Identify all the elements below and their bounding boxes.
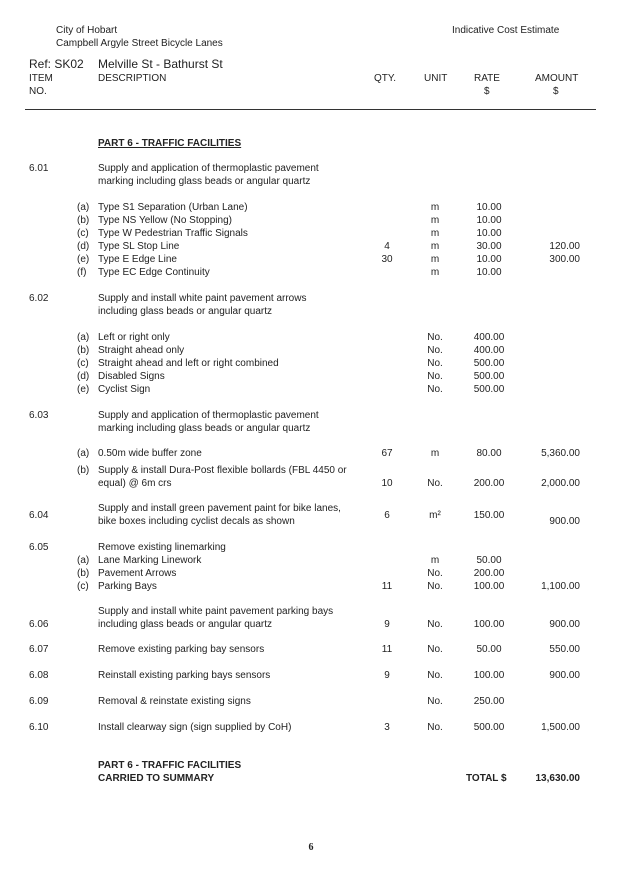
row-desc: Supply and install white paint pavement parking bays: [98, 606, 334, 617]
row-qty: 30: [381, 254, 393, 265]
col-item-header: ITEM: [29, 73, 53, 84]
row-desc: Supply and application of thermoplastic pavement: [98, 410, 319, 421]
row-unit: No.: [427, 332, 443, 343]
row-sub: (c): [77, 581, 89, 592]
row-unit: No.: [427, 568, 443, 579]
row-sub: (a): [77, 555, 90, 566]
row-sub: (d): [77, 371, 90, 382]
row-sub: (b): [77, 345, 90, 356]
row-unit: No.: [427, 644, 443, 655]
org-name: City of Hobart: [56, 25, 118, 36]
row-qty: 4: [384, 241, 390, 252]
row-unit: m: [430, 448, 440, 459]
reference-label: Ref: SK02: [29, 57, 84, 71]
row-sub: (c): [77, 228, 89, 239]
row-qty: 6: [384, 510, 390, 521]
row-unit: m: [430, 555, 440, 566]
col-item-header-2: NO.: [29, 86, 47, 97]
row-sub: (d): [77, 241, 90, 252]
col-rate-header: RATE: [474, 73, 500, 84]
row-rate: 50.00: [476, 644, 502, 655]
row-desc: Type EC Edge Continuity: [98, 267, 210, 278]
row-desc: Straight ahead only: [98, 345, 185, 356]
row-sub: (b): [77, 215, 90, 226]
row-rate: 10.00: [476, 228, 502, 239]
row-unit: m²: [429, 510, 441, 521]
header-rule: [25, 109, 596, 110]
row-desc: Removal & reinstate existing signs: [98, 696, 251, 707]
row-rate: 400.00: [473, 345, 505, 356]
row-rate: 100.00: [473, 581, 505, 592]
row-item: 6.04: [29, 510, 49, 521]
row-desc: marking including glass beads or angular quartz: [98, 176, 311, 187]
row-amount: 2,000.00: [541, 478, 580, 489]
row-desc: bike boxes including cyclist decals as shown: [98, 516, 295, 527]
row-rate: 250.00: [473, 696, 505, 707]
row-unit: m: [430, 241, 440, 252]
summary-part-title: PART 6 - TRAFFIC FACILITIES: [98, 760, 242, 771]
row-amount: 900.00: [549, 670, 580, 681]
row-sub: (b): [77, 568, 90, 579]
row-rate: 500.00: [473, 384, 505, 395]
row-item: 6.10: [29, 722, 49, 733]
row-qty: 11: [381, 581, 393, 592]
row-amount: 550.00: [549, 644, 580, 655]
row-desc: Pavement Arrows: [98, 568, 177, 579]
row-unit: m: [430, 267, 440, 278]
row-item: 6.08: [29, 670, 49, 681]
row-item: 6.06: [29, 619, 49, 630]
row-item: 6.03: [29, 410, 49, 421]
row-amount: 300.00: [549, 254, 580, 265]
row-sub: (b): [77, 465, 90, 476]
row-desc: Remove existing parking bay sensors: [98, 644, 265, 655]
page-number: 6: [308, 842, 314, 853]
row-unit: No.: [427, 619, 443, 630]
row-desc: including glass beads or angular quartz: [98, 306, 272, 317]
col-unit-header: UNIT: [424, 73, 448, 84]
summary-carried-label: CARRIED TO SUMMARY: [98, 773, 215, 784]
row-desc: marking including glass beads or angular quartz: [98, 423, 311, 434]
row-unit: m: [430, 215, 440, 226]
row-unit: No.: [427, 581, 443, 592]
row-item: 6.02: [29, 293, 49, 304]
row-unit: m: [430, 202, 440, 213]
row-desc: Disabled Signs: [98, 371, 165, 382]
row-amount: 900.00: [549, 619, 580, 630]
row-desc: Lane Marking Linework: [98, 555, 202, 566]
row-amount: 5,360.00: [541, 448, 580, 459]
row-rate: 10.00: [476, 254, 502, 265]
row-rate: 10.00: [476, 202, 502, 213]
row-rate: 200.00: [473, 568, 505, 579]
total-label: TOTAL $: [466, 773, 507, 784]
row-desc: Type E Edge Line: [98, 254, 177, 265]
col-rate-currency: $: [484, 86, 490, 97]
row-item: 6.01: [29, 163, 49, 174]
row-sub: (e): [77, 254, 90, 265]
row-desc: Type W Pedestrian Traffic Signals: [98, 228, 248, 239]
col-amount-currency: $: [553, 86, 559, 97]
row-desc: Type SL Stop Line: [98, 241, 180, 252]
row-desc: Parking Bays: [98, 581, 157, 592]
row-desc: including glass beads or angular quartz: [98, 619, 272, 630]
row-qty: 9: [384, 670, 390, 681]
row-rate: 150.00: [473, 510, 505, 521]
row-rate: 50.00: [476, 555, 502, 566]
row-qty: 3: [384, 722, 390, 733]
row-qty: 10: [381, 478, 393, 489]
row-rate: 100.00: [473, 619, 505, 630]
row-qty: 67: [381, 448, 393, 459]
row-sub: (e): [77, 384, 90, 395]
row-rate: 100.00: [473, 670, 505, 681]
row-unit: m: [430, 254, 440, 265]
row-item: 6.05: [29, 542, 49, 553]
row-rate: 80.00: [476, 448, 502, 459]
row-unit: No.: [427, 358, 443, 369]
row-amount: 120.00: [549, 241, 580, 252]
row-desc: equal) @ 6m crs: [98, 478, 172, 489]
row-unit: No.: [427, 722, 443, 733]
row-sub: (c): [77, 358, 89, 369]
row-desc: Type S1 Separation (Urban Lane): [98, 202, 248, 213]
row-desc: Supply and application of thermoplastic pavement: [98, 163, 319, 174]
row-desc: Supply & install Dura-Post flexible bollards (FBL 4450 or: [98, 465, 347, 476]
row-desc: Straight ahead and left or right combined: [98, 358, 279, 369]
part-title: PART 6 - TRAFFIC FACILITIES: [98, 138, 242, 149]
row-unit: No.: [427, 371, 443, 382]
row-amount: 1,500.00: [541, 722, 580, 733]
reference-name: Melville St - Bathurst St: [98, 57, 223, 71]
row-unit: No.: [427, 345, 443, 356]
row-desc: Reinstall existing parking bays sensors: [98, 670, 271, 681]
col-description-header: DESCRIPTION: [98, 73, 167, 84]
row-rate: 30.00: [476, 241, 502, 252]
row-rate: 500.00: [473, 722, 505, 733]
row-sub: (a): [77, 448, 90, 459]
row-sub: (a): [77, 332, 90, 343]
row-rate: 10.00: [476, 215, 502, 226]
row-unit: m: [430, 228, 440, 239]
row-desc: Left or right only: [98, 332, 170, 343]
row-item: 6.09: [29, 696, 49, 707]
row-qty: 9: [384, 619, 390, 630]
row-amount: 1,100.00: [541, 581, 580, 592]
row-item: 6.07: [29, 644, 49, 655]
project-name: Campbell Argyle Street Bicycle Lanes: [56, 38, 223, 49]
row-sub: (f): [77, 267, 87, 278]
row-unit: No.: [427, 478, 443, 489]
row-rate: 500.00: [473, 371, 505, 382]
row-desc: Supply and install white paint pavement arrows: [98, 293, 307, 304]
row-unit: No.: [427, 696, 443, 707]
row-rate: 200.00: [473, 478, 505, 489]
row-amount: 900.00: [549, 516, 580, 527]
row-desc: Supply and install green pavement paint for bike lanes,: [98, 503, 341, 514]
row-sub: (a): [77, 202, 90, 213]
row-unit: No.: [427, 670, 443, 681]
row-desc: Type NS Yellow (No Stopping): [98, 215, 232, 226]
document-type: Indicative Cost Estimate: [452, 25, 560, 36]
row-unit: No.: [427, 384, 443, 395]
row-rate: 10.00: [476, 267, 502, 278]
row-rate: 400.00: [473, 332, 505, 343]
row-desc: Install clearway sign (sign supplied by CoH): [98, 722, 292, 733]
row-desc: Cyclist Sign: [98, 384, 151, 395]
col-qty-header: QTY.: [374, 73, 397, 84]
total-value: 13,630.00: [535, 773, 580, 784]
row-desc: Remove existing linemarking: [98, 542, 226, 553]
row-rate: 500.00: [473, 358, 505, 369]
col-amount-header: AMOUNT: [535, 73, 579, 84]
row-desc: 0.50m wide buffer zone: [98, 448, 202, 459]
row-qty: 11: [381, 644, 393, 655]
